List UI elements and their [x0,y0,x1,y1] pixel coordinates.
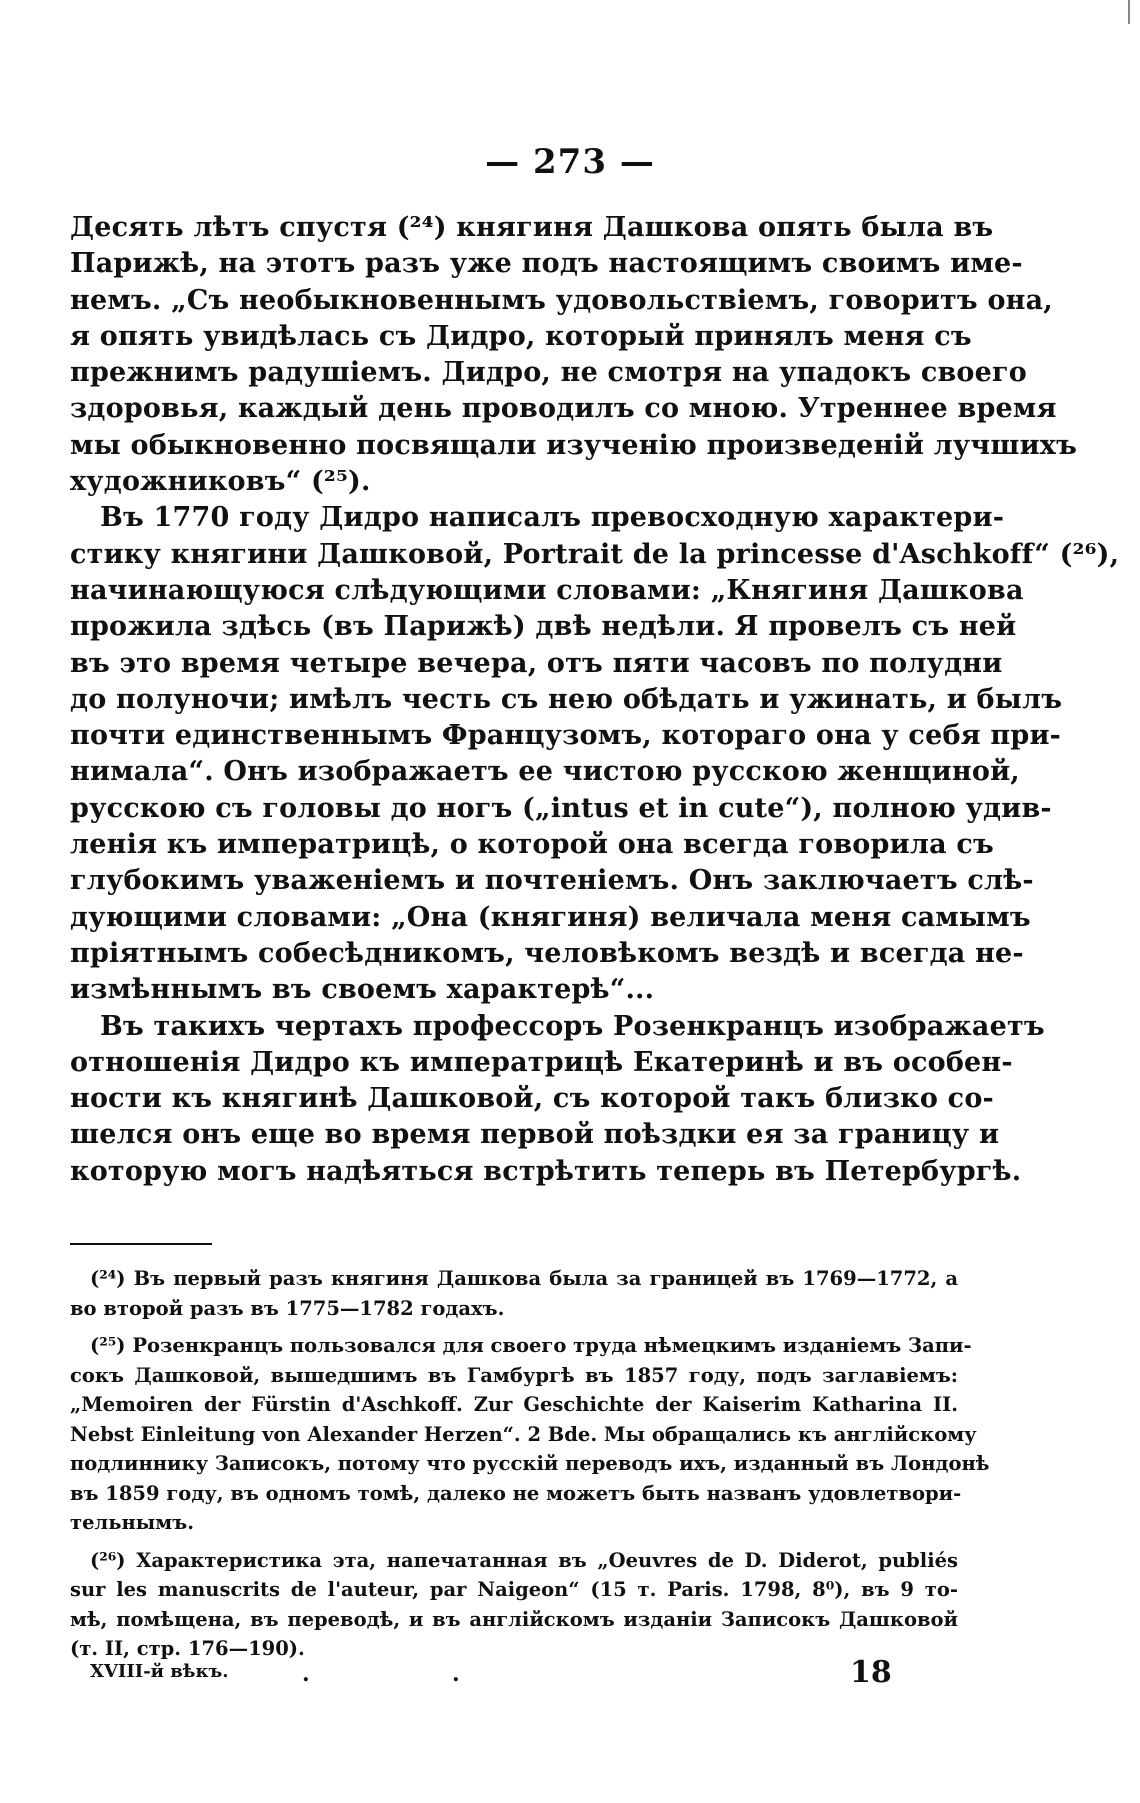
text-line: прежнимъ радушіемъ. Дидро, не смотря на упадокъ своего [70,357,1027,389]
text-line: мы обыкновенно посвящали изученію произведеній лучшихъ [70,429,1078,461]
text-line: глубокимъ уваженіемъ и почтеніемъ. Онъ заключаетъ слѣ- [70,865,1034,897]
text-line: отношенія Дидро къ императрицѣ Екатеринѣ и въ особен- [70,1046,1013,1078]
text-line: прожила здѣсь (въ Парижѣ) двѣ недѣли. Я провелъ съ ней [70,611,1017,643]
text-line: въ это время четыре вечера, отъ пяти часовъ по полудни [70,647,1003,679]
text-line: почти единственнымъ Французомъ, котораго она у себя при- [70,720,1062,752]
page-footer [90,1655,958,1695]
footer-dot: . [302,1661,310,1687]
text-line: ленія къ императрицѣ, о которой она всегда говорила съ [70,829,994,861]
main-text [70,210,1120,1190]
footnote-line: „Memoiren der Fürstin d'Aschkoff. Zur Geschichte der Kaiserim Katharina II. [70,1393,958,1416]
text-line: Въ такихъ чертахъ профессоръ Розенкранцъ изображаетъ [100,1010,1045,1042]
text-line: Парижѣ, на этотъ разъ уже подъ настоящимъ своимъ име- [70,248,1023,280]
footnote-line: подлиннику Записокъ, потому что русскій переводъ ихъ, изданный въ Лондонѣ [70,1452,990,1475]
text-line: пріятнымъ собесѣдникомъ, человѣкомъ вездѣ и всегда не- [70,937,1024,969]
footnote-line: Nebst Einleitung von Alexander Herzen“. 2 Bde. Мы обращались къ англійскому [70,1422,977,1446]
footnote-line: тельнымъ. [70,1511,194,1534]
footnote-line: (²⁴) Въ первый разъ княгиня Дашкова была за границей въ 1769—1772, а [90,1267,958,1290]
text-line: которую могъ надѣяться встрѣтить теперь въ Петербургѣ. [70,1155,1022,1187]
footnote-separator [70,1243,212,1245]
text-line: стику княгини Дашковой, Portrait de la princesse d'Aschkoff“ (²⁶), [70,538,1120,570]
text-line: до полуночи; имѣлъ честь съ нею обѣдать и ужинать, и былъ [70,683,1063,715]
text-line: русскою съ головы до ногъ („intus et in cute“), полною удив- [70,792,1052,824]
text-line: я опять увидѣлась съ Дидро, который принялъ меня съ [70,320,972,352]
footnote-line: (²⁵) Розенкранцъ пользовался для своего труда нѣмецкимъ изданіемъ Запи- [90,1334,972,1357]
footnote-line: мѣ, помѣщена, въ переводѣ, и въ англійскомъ изданіи Записокъ Дашковой [70,1607,958,1631]
footnote-line: (²⁶) Характеристика эта, напечатанная въ „Oeuvres de D. Diderot, publiés [90,1548,958,1572]
sheet-number: 18 [850,1655,892,1690]
footnotes [70,1264,990,1664]
text-line: шелся онъ еще во время первой поѣздки ея за границу и [70,1119,1000,1151]
text-line: дующими словами: „Она (княгиня) величала меня самымъ [70,901,1031,933]
footer-dot: . [452,1661,460,1687]
footnote-line: во второй разъ въ 1775—1782 годахъ. [70,1296,505,1320]
footnote-line: сокъ Дашковой, вышедшимъ въ Гамбургѣ въ 1857 году, подъ заглавіемъ: [70,1363,958,1387]
footnote-line: (т. II, стр. 176—190). [70,1637,305,1660]
text-line: здоровья, каждый день проводилъ со мною. Утреннее время [70,393,1057,425]
text-line: нимала“. Онъ изображаетъ ее чистою русскою женщиной, [70,756,1020,788]
footnote-line: sur les manuscrits de l'auteur, par Naigeon“ (15 т. Paris. 1798, 8⁰), въ 9 то- [70,1578,958,1601]
page-number-header: — 273 — [485,142,655,182]
scan-edge-mark [1128,0,1130,24]
footnote-line: въ 1859 году, въ одномъ томѣ, далеко не можетъ быть названъ удовлетвори- [70,1481,962,1505]
signature-mark: XVIII-й вѣкъ. [90,1661,229,1682]
text-line: начинающуюся слѣдующими словами: „Княгиня Дашкова [70,574,1024,606]
text-line: измѣннымъ въ своемъ характерѣ“... [70,974,655,1006]
text-line: Десять лѣтъ спустя (²⁴) княгиня Дашкова опять была въ [70,212,994,243]
text-line: Въ 1770 году Дидро написалъ превосходную характери- [100,502,1005,534]
text-line: немъ. „Съ необыкновеннымъ удовольствіемъ, говоритъ она, [70,284,1053,316]
text-line: художниковъ“ (²⁵). [70,466,371,498]
text-line: ности къ княгинѣ Дашковой, съ которой такъ близко со- [70,1083,994,1115]
